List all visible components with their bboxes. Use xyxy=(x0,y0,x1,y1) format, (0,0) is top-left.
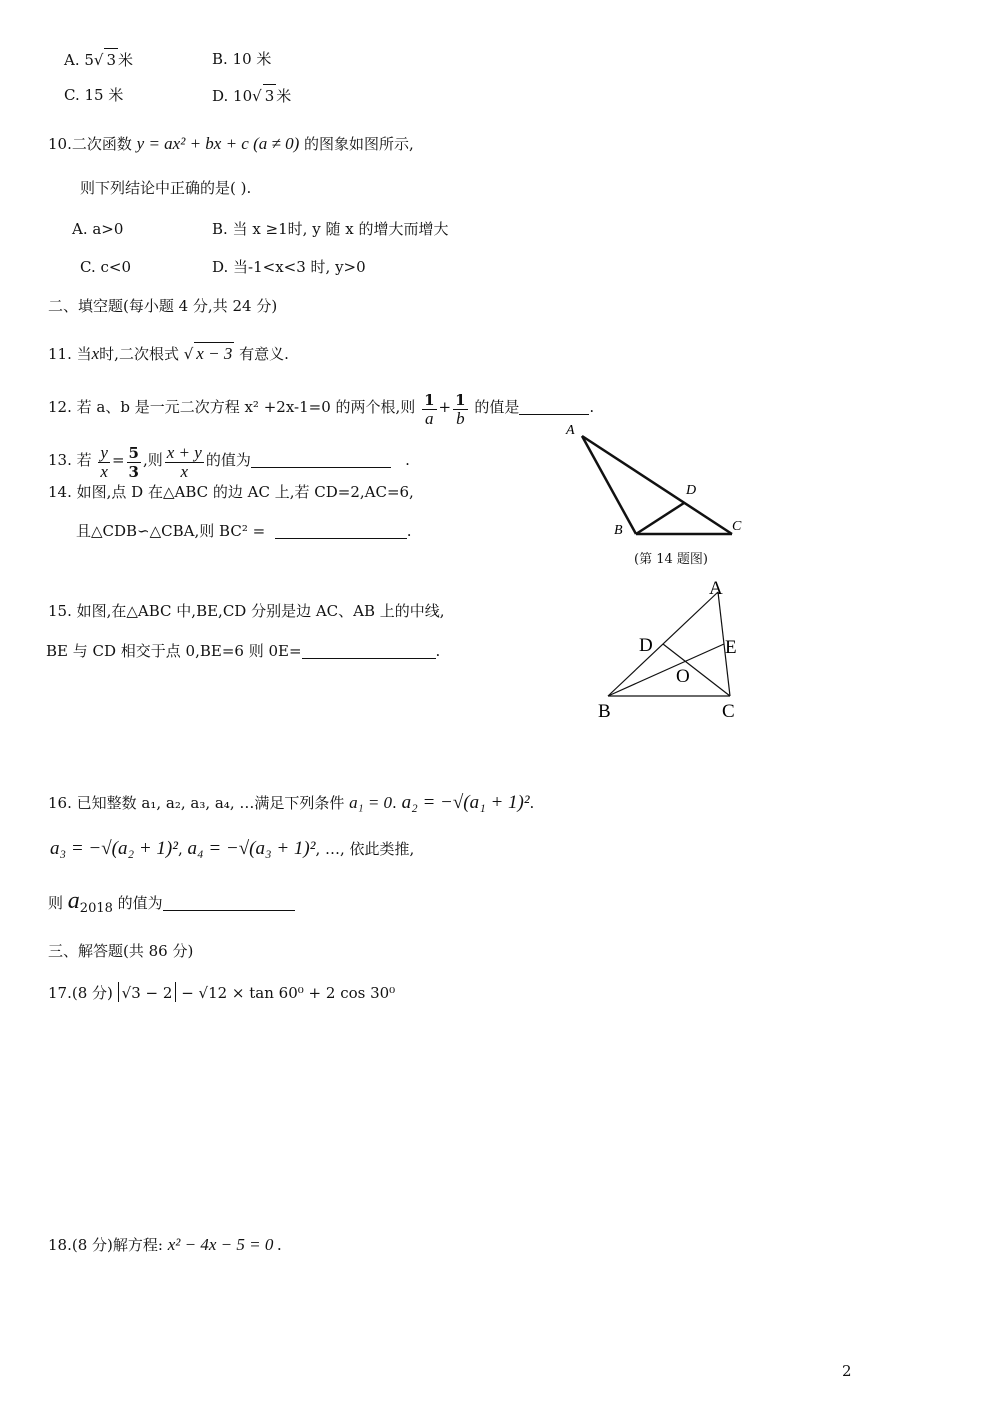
segment-ab xyxy=(582,436,636,534)
section3-heading: 三、解答题(共 86 分) xyxy=(48,942,194,960)
q15-line1: 15. 如图,在△ABC 中,BE,CD 分别是边 AC、AB 上的中线, xyxy=(48,602,445,620)
q10-option-d: D. 当-1<x<3 时, y>0 xyxy=(212,258,366,276)
q10-option-b: B. 当 x ≥1时, y 随 x 的增大而增大 xyxy=(212,220,449,238)
q15-line2: BE 与 CD 相交于点 0,BE=6 则 0E= . xyxy=(46,642,441,660)
q12: 12. 若 a、b 是一元二次方程 x² +2x-1=0 的两个根,则 $\frac{1}{a}$ + $\frac{1}{b}$ 的值是 . xyxy=(48,391,595,428)
q14-caption: (第 14 题图) xyxy=(634,552,708,567)
label-b: B xyxy=(614,523,623,538)
section2-heading: 二、填空题(每小题 4 分,共 24 分) xyxy=(48,297,278,315)
q14-figure xyxy=(560,418,750,568)
q11: 11. 当x时,二次根式 √ x − 3 有意义. xyxy=(48,344,289,363)
q9-option-b: B. 10 米 xyxy=(212,50,272,68)
q9-option-c: C. 15 米 xyxy=(64,86,124,104)
q16-line1: 16. 已知整数 a₁, a₂, a₃, a₄, …满足下列条件 a₁ = 0. a₂ = −√(a₁ + 1)². xyxy=(48,792,535,813)
q18: 18.(8 分)解方程: x² − 4x − 5 = 0 . xyxy=(48,1235,282,1254)
q16-line2: a₃ = −√(a₂ + 1)², a₄ = −√(a₃ + 1)², …, 依此类推, xyxy=(50,838,415,859)
label-c: C xyxy=(732,519,742,534)
q10-option-c: C. c<0 xyxy=(80,258,131,276)
q13: 13. 若 $\frac{y}{x}$ = $\frac{5}{3}$ ,则 $\frac{x + y}{x}$ 的值为 . xyxy=(48,443,410,481)
label-d: D xyxy=(639,635,653,656)
q13-answer-blank[interactable] xyxy=(251,451,391,468)
label-d: D xyxy=(686,483,697,498)
q15-figure xyxy=(592,572,752,722)
page-number: 2 xyxy=(842,1362,852,1380)
q14-line2: 且△CDB∽△CBA,则 BC² = . xyxy=(76,522,412,540)
label-a: A xyxy=(709,578,723,599)
q14-answer-blank[interactable] xyxy=(275,522,407,539)
q16-answer-blank[interactable] xyxy=(163,894,295,911)
label-e: E xyxy=(725,637,737,658)
q9-option-d: D. 10√ 3 米 xyxy=(212,84,291,107)
label-o: O xyxy=(676,666,690,687)
q10-line1: 10.二次函数 y = ax² + bx + c (a ≠ 0) 的图象如图所示, xyxy=(48,134,414,153)
q14-line1: 14. 如图,点 D 在△ABC 的边 AC 上,若 CD=2,AC=6, xyxy=(48,483,414,501)
q12-answer-blank[interactable] xyxy=(519,398,589,415)
label-c: C xyxy=(722,701,735,722)
q17: 17.(8 分) √3 − 2 − √12 × tan 60⁰ + 2 cos 30⁰ xyxy=(48,984,396,1002)
q9-option-a: A. 5√ 3 米 xyxy=(64,48,133,71)
label-a: A xyxy=(566,423,575,438)
q15-answer-blank[interactable] xyxy=(302,642,436,659)
q10-line2: 则下列结论中正确的是( ). xyxy=(80,179,252,197)
label-b: B xyxy=(598,701,611,722)
q16-line3: 则 a2018 的值为 xyxy=(48,890,295,920)
q10-option-a: A. a>0 xyxy=(72,220,124,238)
segment-bd xyxy=(636,503,684,534)
